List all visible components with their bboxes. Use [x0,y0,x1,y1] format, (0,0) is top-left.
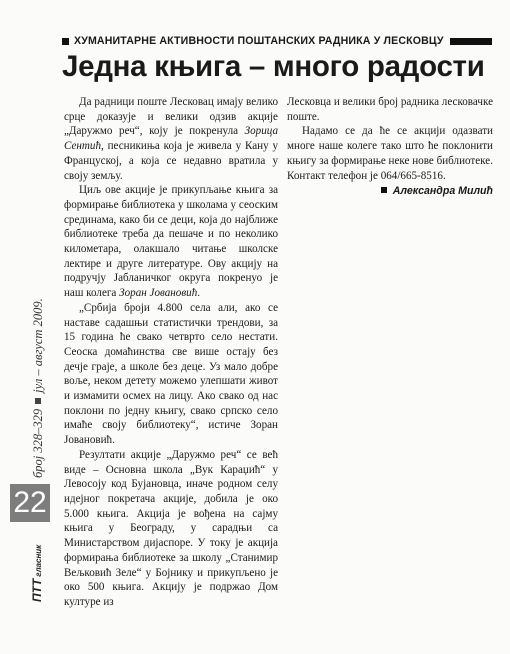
paragraph-1 [64,95,278,183]
paragraph-3-quote: „Србија броји 4.800 села али, ако се наставе садашњи статистички трендови, за 15 година ће свако четврто село нестати. Сеоска домаћинства све више остају без дечје граје, а школе без деце. Уз мало добре воље, неком детету можемо улепшати живот и измамити осмех на лицу. Ако свако од нас поклони по једну књигу, свако српско село имаће своју библиотеку“, истиче Зоран Јовановић. [64,301,278,447]
kicker-rule [450,38,492,45]
article-headline: Једна књига – много радости [62,50,485,83]
paragraph-2-text-b: . [197,287,201,300]
paragraph-1-text-b: , песникиња која је живела у Кану у Француској, а која се недавно вратила у своју земљу. [64,140,278,182]
issue-date: јул – август 2009. [31,298,45,393]
author-square-marker [381,187,387,193]
article-kicker: ХУМАНИТАРНЕ АКТИВНОСТИ ПОШТАНСКИХ РАДНИКА У ЛЕСКОВЦУ [74,35,444,47]
paragraph-2-text-a: Циљ ове акције је прикупљање књига за формирање библиотека у школама у сеоским срединама, како би се деци, која до најближе библиотеке треба да пешаче и по неколико километара, олакшало читање школске лектире и друге литературе. Ову акцију на подручју Јабланичког округа покренуо је наш колега [64,184,278,300]
kicker-bar [62,36,492,46]
issue-number: број 328–329 [31,408,45,478]
author-byline [287,184,493,199]
author-name: Александра Милић [392,185,493,198]
initiator-name: Зорица Сентић [64,125,278,153]
colleague-name: Зоран Јовановић [119,287,198,300]
paragraph-4-continued: Лесковца и велики број радника лесковачке поште. [287,96,493,123]
issue-info [31,298,46,478]
magazine-name [30,545,44,602]
kicker-square-marker [62,38,69,45]
paragraph-5: Надамо се да ће се акцији одазвати многе наше колеге тако што ће поклонити књигу за формирање неке нове библиотеке. Контакт телефон је 064/665-8516. [287,125,493,182]
page-number: 22 [10,484,50,522]
magazine-title: ПТТ [30,578,44,602]
article-column-2 [287,95,493,199]
paragraph-4: Резултати акције „Даружмо реч“ се већ виде – Основна школа „Вук Караџић“ у Левосоју код Бујановца, иначе родном селу идејног покретача акције, добила је око 5.000 књига. Акција је вођена на сајму књига у Београду, у сарадњи са Министарством дијаспоре. У току је акција формирања библиотеке за школу „Станимир Вељковић Зеле“ у Бојнику и прикупљено је око 500 књига. Акцију је подржао Дом културе из [64,448,278,608]
article-column-1 [64,95,278,610]
issue-square-marker [35,398,41,404]
paragraph-2 [64,183,278,301]
magazine-subtitle: гласник [34,544,43,577]
paragraph-1-text-a: Да радници поште Лесковац имају велико срце доказује и велики одзив акције „Даружмо реч“, коју је покренула [64,96,278,138]
